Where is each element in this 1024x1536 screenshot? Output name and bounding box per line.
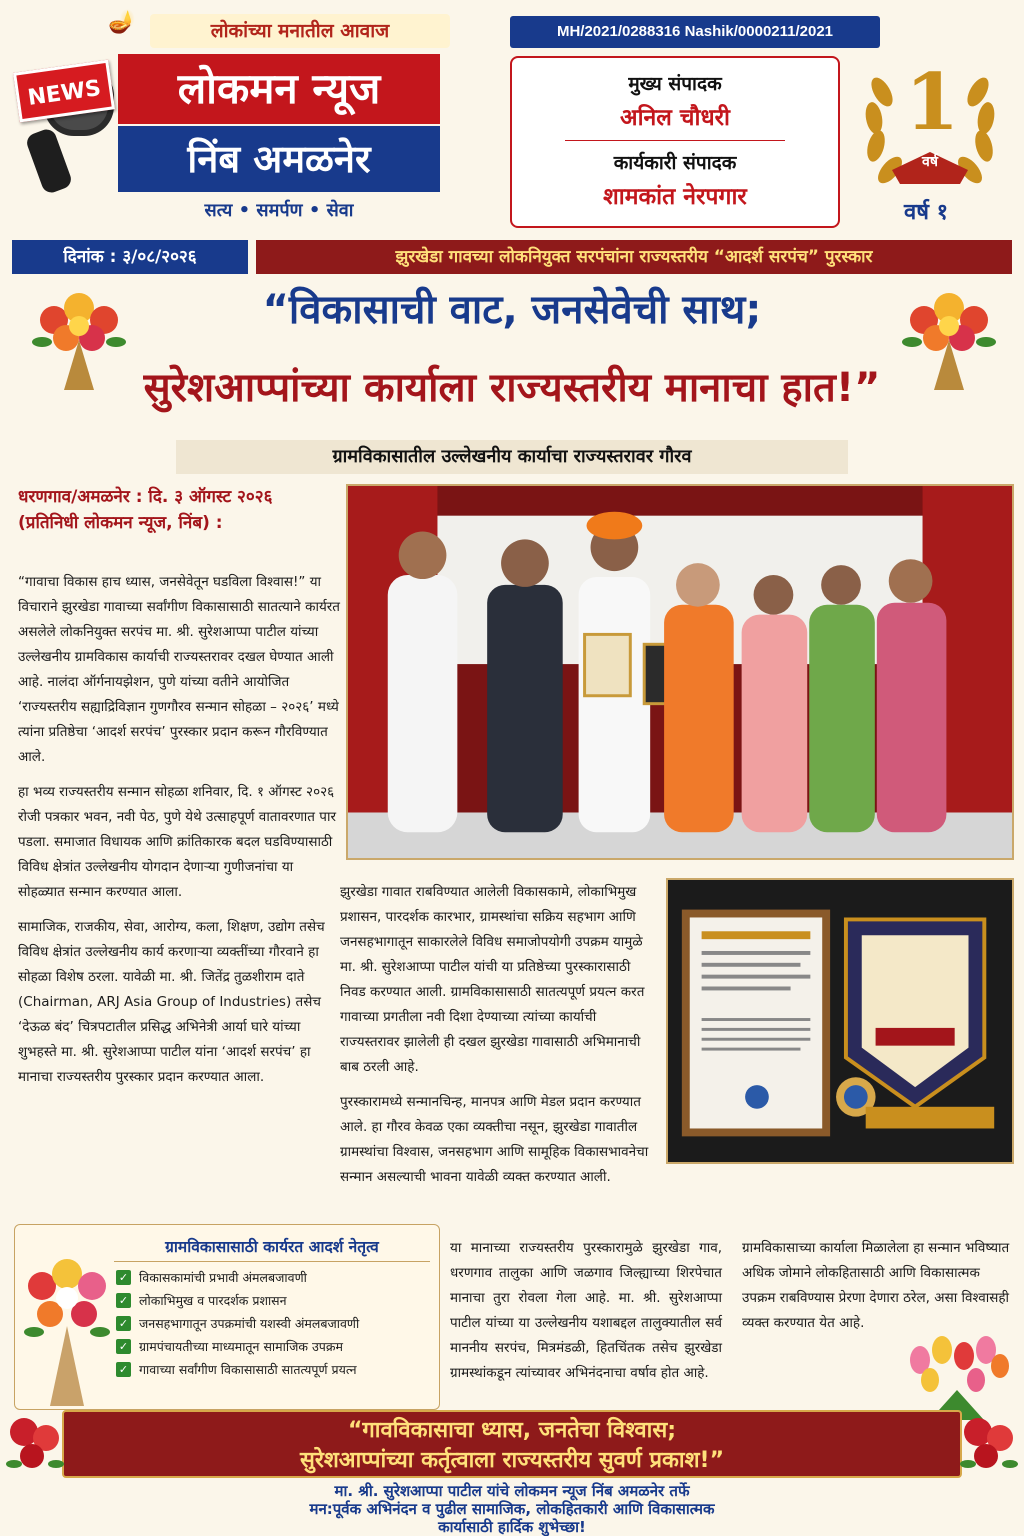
exec-editor-role: कार्यकारी संपादक bbox=[613, 152, 737, 174]
headline-line1: “विकासाची वाट, जनसेवेची साथ; bbox=[262, 287, 762, 333]
congrats-line3: कार्यासाठी हार्दिक शुभेच्छा! bbox=[438, 1518, 586, 1536]
diya-lamp-icon: 🪔 bbox=[108, 10, 136, 35]
checkmark-icon: ✓ bbox=[116, 1316, 131, 1331]
rose-bouquet-icon bbox=[4, 1404, 66, 1484]
chief-editor-name: अनिल चौधरी bbox=[620, 105, 730, 131]
anniversary-number: 1 bbox=[905, 57, 960, 148]
year-text: वर्ष १ bbox=[903, 200, 949, 225]
newspaper-title: लोकमन न्यूज bbox=[118, 54, 440, 124]
registration-number: MH/2021/0288316 Nashik/0000211/2021 bbox=[510, 16, 880, 48]
list-item-label: विकासकामांची प्रभावी अंमलबजावणी bbox=[139, 1270, 307, 1285]
article-paragraph: हा भव्य राज्यस्तरीय सन्मान सोहळा शनिवार, दि. १ ऑगस्ट २०२६ रोजी पत्रकार भवन, नवी पेठ, पुणे येथे उत्साहपूर्ण वातावरणात पार पडला. समाजात विधायक आणि क्रांतिकारक बदल घडविण्यासाठी विविध क्षेत्रांत उल्लेखनीय योगदान देणाऱ्या गुणीजनांचा या सोहळ्यात सन्मान करण्यात आला. bbox=[18, 784, 336, 900]
quote-line1: “गावविकासाचा ध्यास, जनतेचा विश्वास; bbox=[347, 1418, 677, 1443]
editor-box bbox=[510, 56, 840, 228]
checkmark-icon: ✓ bbox=[116, 1293, 131, 1308]
list-item bbox=[116, 1335, 436, 1358]
checkmark-icon: ✓ bbox=[116, 1339, 131, 1354]
certificate-trophy-photo bbox=[666, 878, 1014, 1164]
list-item-label: गावाच्या सर्वांगीण विकासासाठी सातत्यपूर्ण प्रयत्न bbox=[139, 1362, 357, 1377]
anniversary-label: वर्ष bbox=[922, 154, 938, 170]
list-item bbox=[116, 1266, 436, 1289]
list-item-label: जनसहभागातून उपक्रमांची यशस्वी अंमलबजावणी bbox=[139, 1316, 360, 1331]
exec-editor-name: शामकांत नेरपगार bbox=[603, 184, 747, 210]
congrats-line1: मा. श्री. सुरेशआप्पा पाटील यांचे लोकमन न्यूज निंब अमळनेर तर्फे bbox=[334, 1482, 690, 1500]
quote-banner bbox=[62, 1410, 962, 1478]
masthead-tagline: लोकांच्या मनातील आवाज bbox=[150, 14, 450, 48]
congratulations-note bbox=[62, 1482, 962, 1536]
checkmark-icon: ✓ bbox=[116, 1270, 131, 1285]
leadership-list bbox=[116, 1266, 436, 1381]
editor-divider bbox=[565, 140, 785, 141]
congrats-line2: मन:पूर्वक अभिनंदन व पुढील सामाजिक, लोकहितकारी आणि विकासात्मक bbox=[309, 1500, 715, 1518]
newspaper-motto: सत्य • समर्पण • सेवा bbox=[204, 200, 354, 221]
article-paragraph: सामाजिक, राजकीय, सेवा, आरोग्य, कला, शिक्षण, उद्योग तसेच विविध क्षेत्रांत उल्लेखनीय कार्य करणाऱ्या व्यक्तींच्या गौरवाने हा सोहळा विशेष ठरला. यावेळी मा. श्री. जितेंद्र तुळशीराम दाते (Chairman, ARJ Asia Group of Industries) तसेच ‘देऊळ बंद’ चित्रपटातील प्रसिद्ध अभिनेत्री आर्या घारे यांच्या शुभहस्ते मा. श्री. सुरेशआप्पा पाटील यांना ‘आदर्श सरपंच’ हा मानाचा राज्यस्तरीय पुरस्कार प्रदान करण्यात आला. bbox=[18, 919, 325, 1085]
list-item bbox=[116, 1312, 436, 1335]
article-paragraph: पुरस्कारामध्ये सन्मानचिन्ह, मानपत्र आणि मेडल प्रदान करण्यात आले. हा गौरव केवळ एका व्यक्तीचा नसून, झुरखेडा गावातील ग्रामस्थांचा विश्वास, जनसहभाग आणि सामूहिक विकासभावनेचा सन्मान असल्याची भावना यावेळी व्यक्त करण्यात आली. bbox=[340, 1094, 649, 1185]
article-paragraph: ग्रामविकासाच्या कार्याला मिळालेला हा सन्मान भविष्यात अधिक जोमाने लोकहितासाठी आणि विकासात्मक उपक्रम राबविण्यास प्रेरणा देणारा ठरेल, असा विश्वासही व्यक्त करण्यात येत आहे. bbox=[742, 1240, 1010, 1331]
list-item bbox=[116, 1289, 436, 1312]
article-column-1 bbox=[18, 570, 340, 1100]
article-paragraph: या मानाच्या राज्यस्तरीय पुरस्कारामुळे झुरखेडा गाव, धरणगाव तालुका आणि जळगाव जिल्ह्याच्या शिरपेचात मानाचा तुरा रोवला गेला आहे. मा. श्री. सुरेशआप्पा पाटील यांच्या या उल्लेखनीय यशाबद्दल तालुक्यातील सर्व माननीय सरपंच, मित्रमंडळी, हितचिंतक तसेच झुरखेडा ग्रामस्थांकडून त्यांच्यावर अभिनंदनाचा वर्षाव होत आहे. bbox=[450, 1240, 722, 1381]
list-item-label: लोकाभिमुख व पारदर्शक प्रशासन bbox=[139, 1293, 287, 1308]
flower-bouquet-icon bbox=[20, 1236, 114, 1406]
chief-editor-role: मुख्य संपादक bbox=[628, 73, 722, 95]
article-dateline: धरणगाव/अमळनेर : दि. ३ ऑगस्ट २०२६ (प्रतिनिधी लोकमन न्यूज, निंब) : bbox=[18, 487, 273, 533]
leadership-title: ग्रामविकासासाठी कार्यरत आदर्श नेतृत्व bbox=[114, 1232, 430, 1262]
news-badge: NEWS bbox=[13, 60, 115, 123]
list-item-label: ग्रामपंचायतीच्या माध्यमातून सामाजिक उपक्रम bbox=[139, 1339, 343, 1354]
news-subject-bar: झुरखेडा गावच्या लोकनियुक्त सरपंचांना राज्यस्तरीय “आदर्श सरपंच” पुरस्कार bbox=[256, 240, 1012, 274]
award-ceremony-photo bbox=[346, 484, 1014, 860]
article-column-2 bbox=[340, 880, 658, 1200]
rose-bouquet-icon bbox=[958, 1404, 1020, 1484]
article-paragraph: “गावाचा विकास हाच ध्यास, जनसेवेतून घडविला विश्वास!” या विचाराने झुरखेडा गावाच्या सर्वांगीण विकासासाठी सातत्याने कार्यरत असलेले लोकनियुक्त सरपंच मा. श्री. सुरेशआप्पा पाटील यांच्या उल्लेखनीय ग्रामविकास कार्याची राज्यस्तरावर दखल घेण्यात आली आहे. नालंदा ऑर्गनायझेशन, पुणे यांच्या वतीने आयोजित ‘राज्यस्तरीय सह्याद्रिविज्ञान गुणगौरव सन्मान सोहळा – २०२६’ मध्ये त्यांना प्रतिष्ठेचा ‘आदर्श सरपंच’ पुरस्कार प्रदान करून गौरविण्यात आले. bbox=[18, 574, 340, 765]
article-column-3 bbox=[450, 1236, 722, 1396]
checkmark-icon: ✓ bbox=[116, 1362, 131, 1377]
article-paragraph: झुरखेडा गावात राबविण्यात आलेली विकासकामे, लोकाभिमुख प्रशासन, पारदर्शक कारभार, ग्रामस्थांचा सक्रिय सहभाग आणि जनसहभागातून साकारलेले विविध समाजोपयोगी उपक्रम यामुळे मा. श्री. सुरेशआप्पा पाटील यांची या प्रतिष्ठेच्या पुरस्कारासाठी निवड करण्यात आली. ग्रामविकासासाठी सातत्यपूर्ण प्रयत्न करत गावाच्या प्रगतीला नवी दिशा देण्याच्या त्यांच्या कार्याची राज्यस्तरावर झालेली ही दखल झुरखेडा गावासाठी अभिमानाची बाब ठरली आहे. bbox=[340, 884, 645, 1075]
subheadline: ग्रामविकासातील उल्लेखनीय कार्याचा राज्यस्तरावर गौरव bbox=[176, 440, 848, 474]
quote-line2: सुरेशआप्पांच्या कर्तृत्वाला राज्यस्तरीय सुवर्ण प्रकाश!” bbox=[299, 1448, 725, 1473]
newspaper-location: निंब अमळनेर bbox=[118, 126, 440, 192]
issue-date: दिनांक : ३/०८/२०२६ bbox=[12, 240, 248, 274]
headline-line2: सुरेशआप्पांच्या कार्याला राज्यस्तरीय मानाचा हात!” bbox=[143, 365, 881, 411]
list-item bbox=[116, 1358, 436, 1381]
